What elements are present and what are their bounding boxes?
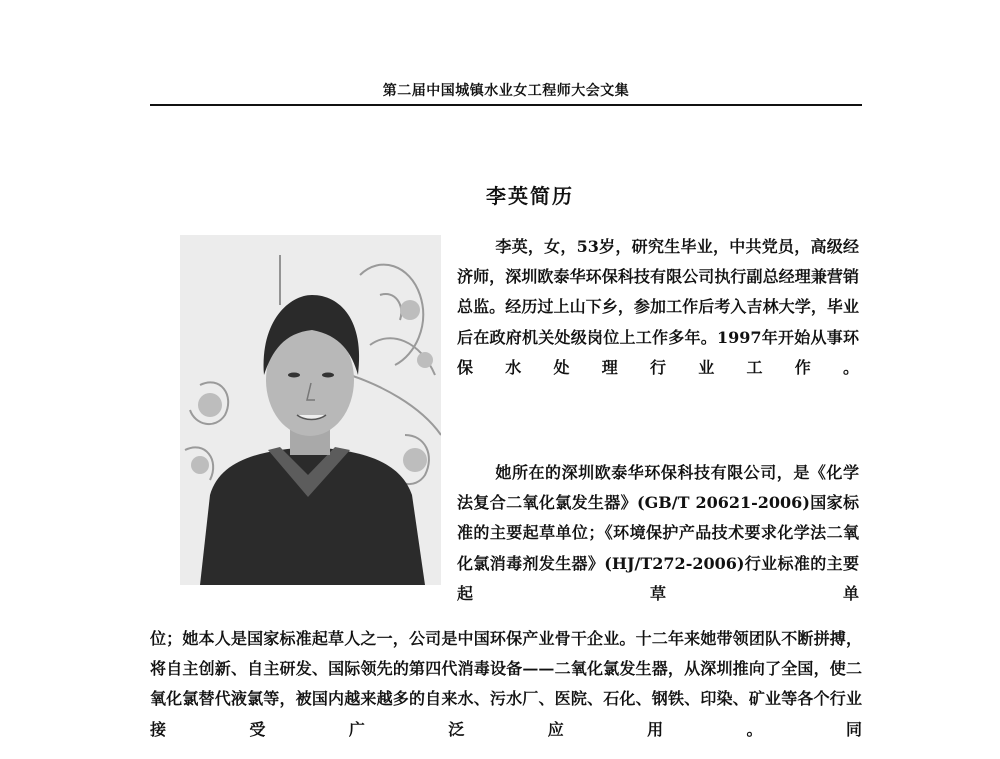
- article-title: 李英简历: [486, 184, 574, 208]
- bio-paragraph-1: 李英，女，53岁，研究生毕业，中共党员，高级经济师，深圳欧泰华环保科技有限公司执行副总经理兼营销总监。经历过上山下乡，参加工作后考入吉林大学，毕业后在政府机关处级岗位上工作多年。1997年开始从事环保水处理行业工作。: [457, 237, 859, 377]
- bio-paragraph-2: 她所在的深圳欧泰华环保科技有限公司，是《化学法复合二氧化氯发生器》(GB/T 20621-2006)国家标准的主要起草单位；《环境保护产品技术要求化学法二氧化氯消毒剂发生器》(HJ/T272-2006)行业标准的主要起草单: [457, 463, 859, 603]
- portrait-photo: [180, 235, 441, 585]
- bio-paragraph-3: 位；她本人是国家标准起草人之一，公司是中国环保产业骨干企业。十二年来她带领团队不断拼搏，将自主创新、自主研发、国际领先的第四代消毒设备——二氧化氯发生器，从深圳推向了全国，使二氧化氯替代液氯等，被国内越来越多的自来水、污水厂、医院、石化、钢铁、印染、矿业等各个行业接受广泛应用。同: [150, 629, 862, 739]
- header-divider: [150, 104, 862, 106]
- running-header: 第二届中国城镇水业女工程师大会文集: [382, 83, 630, 99]
